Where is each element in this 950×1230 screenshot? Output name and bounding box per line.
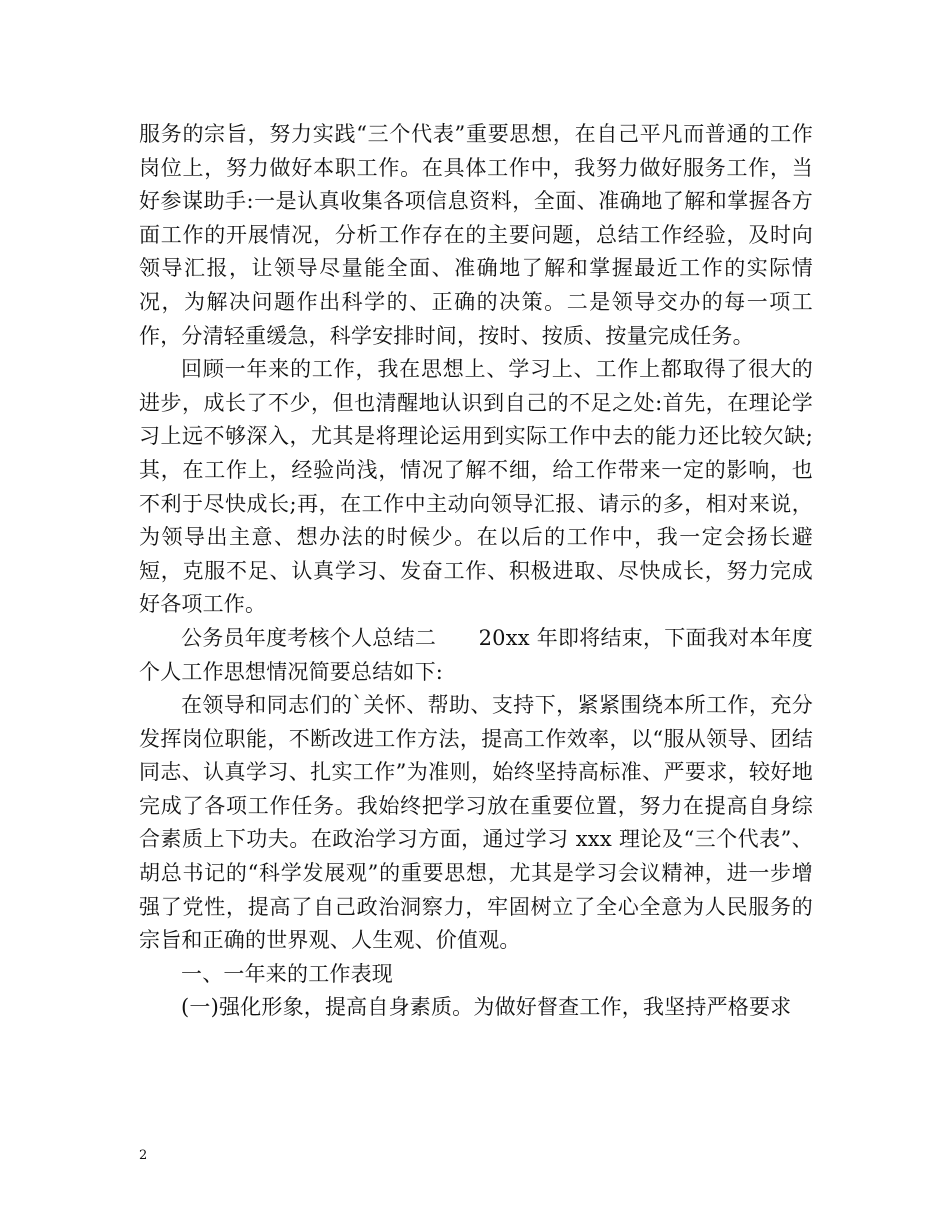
section-heading-work-performance: 一、一年来的工作表现 xyxy=(181,961,393,986)
paragraph-review: 回顾一年来的工作，我在思想上、学习上、工作上都取得了很大的进步，成长了不少，但也清醒地认识到自己的不足之处:首先，在理论学习上远不够深入，尤其是将理论运用到实际工作中去的能力还比较欠缺;其，在工作上，经验尚浅，情况了解不细，给工作带来一定的影响，也不利于尽快成长;再，在工作中主动向领导汇报、请示的多，相对来说，为领导出主意、想办法的时候少。在以后的工作中，我一定会扬长避短，克服不足、认真学习、发奋工作、积极进取、尽快成长，努力完成好各项工作。 xyxy=(139,357,813,617)
paragraph-continuation: 服务的宗旨，努力实践“三个代表”重要思想，在自己平凡而普通的工作岗位上，努力做好本职工作。在具体工作中，我努力做好服务工作，当好参谋助手:一是认真收集各项信息资料，全面、准确地了解和掌握各方面工作的开展情况，分析工作存在的主要问题，总结工作经验，及时向领导汇报，让领导尽量能全面、准确地了解和掌握最近工作的实际情况，为解决问题作出科学的、正确的决策。二是领导交办的每一项工作，分清轻重缓急，科学安排时间，按时、按质、按量完成任务。 xyxy=(139,122,813,348)
paragraph-leadership-support: 在领导和同志们的`关怀、帮助、支持下，紧紧围绕本所工作，充分发挥岗位职能，不断改进工作方法，提高工作效率，以“服从领导、团结同志、认真学习、扎实工作”为准则，始终坚持高标准、严要求，较好地完成了各项工作任务。我始终把学习放在重要位置，努力在提高自身综合素质上下功夫。在政治学习方面，通过学习 xxx 理论及“三个代表”、胡总书记的“科学发展观”的重要思想，尤其是学习会议精神，进一步增强了党性，提高了自己政治洞察力，牢固树立了全心全意为人民服务的宗旨和正确的世界观、人生观、价值观。 xyxy=(139,693,813,953)
document-body xyxy=(139,118,813,1025)
page-number: 2 xyxy=(139,1148,148,1163)
paragraph-strengthen-image: (一)强化形象，提高自身素质。为做好督查工作，我坚持严格要求 xyxy=(181,995,792,1020)
paragraph-summary-intro: 公务员年度考核个人总结二 20xx 年即将结束，下面我对本年度个人工作思想情况简要总结如下: xyxy=(139,625,813,684)
